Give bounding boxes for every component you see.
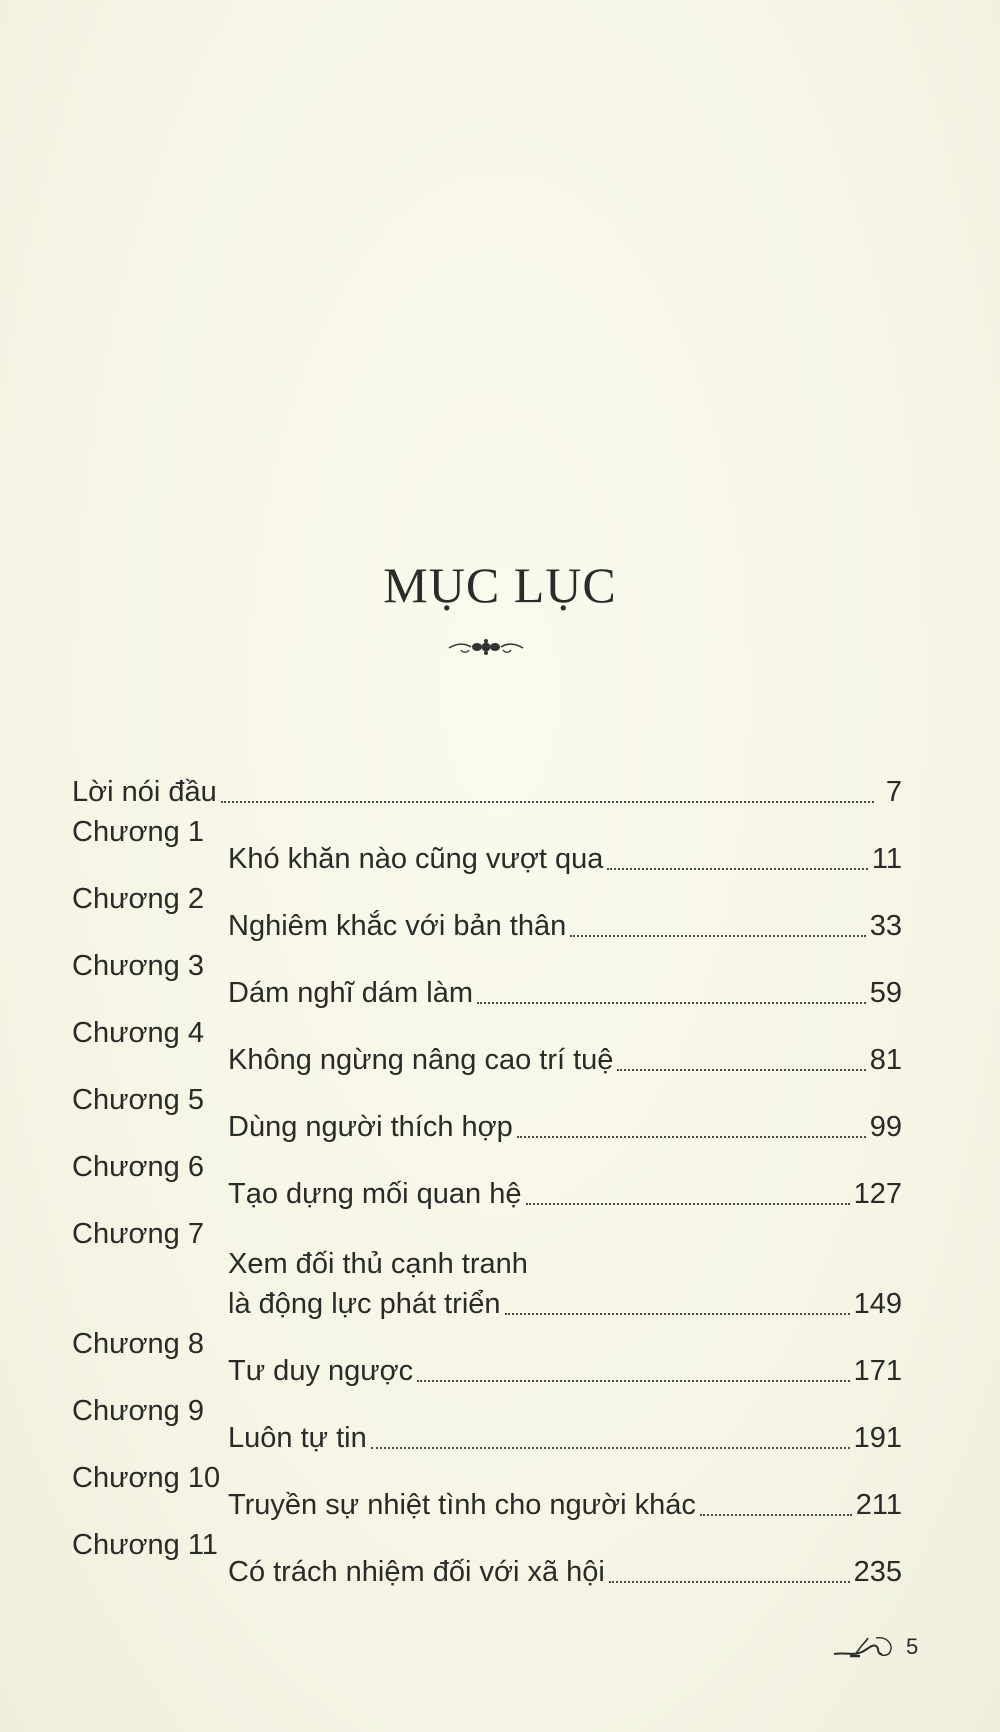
dot-leader	[417, 1380, 849, 1382]
dot-leader	[570, 935, 866, 937]
toc-entry-chapter-2[interactable]	[72, 879, 902, 946]
toc-entry-chapter-5[interactable]	[72, 1080, 902, 1147]
chapter-number: Chương 2	[72, 883, 204, 915]
chapter-number: Chương 7	[72, 1218, 204, 1250]
chapter-number: Chương 5	[72, 1084, 204, 1116]
toc-page-number: 191	[853, 1422, 902, 1454]
dot-leader	[517, 1136, 866, 1138]
page-title: MỤC LỤC	[383, 557, 617, 613]
chapter-number: Chương 1	[72, 816, 204, 848]
dot-leader	[617, 1069, 865, 1071]
ornament-divider-icon	[447, 637, 525, 657]
toc-entry-title: Tư duy ngược	[228, 1355, 414, 1387]
chapter-number: Chương 4	[72, 1017, 204, 1049]
chapter-number: Chương 3	[72, 950, 204, 982]
toc-entry-chapter-3[interactable]	[72, 946, 902, 1013]
toc-entry-chapter-10[interactable]	[72, 1458, 902, 1525]
toc-entry-title: Dùng người thích hợp	[228, 1111, 513, 1143]
toc-entry-chapter-8[interactable]	[72, 1324, 902, 1391]
toc-page-number: 11	[871, 843, 902, 875]
toc-page-number: 33	[869, 910, 902, 942]
toc-page-number: 235	[853, 1556, 902, 1588]
dot-leader	[477, 1002, 866, 1004]
chapter-number: Chương 6	[72, 1151, 204, 1183]
toc-entry-chapter-11[interactable]	[72, 1525, 902, 1592]
toc-entry-chapter-7[interactable]	[72, 1214, 902, 1324]
toc-entry-title: Dám nghĩ dám làm	[228, 977, 473, 1009]
chapter-number: Chương 10	[72, 1462, 221, 1494]
dot-leader	[607, 868, 867, 870]
dot-leader	[609, 1581, 850, 1583]
toc-entry-title: Lời nói đầu	[72, 776, 217, 808]
toc-page-number: 99	[869, 1111, 902, 1143]
toc-entry-chapter-6[interactable]	[72, 1147, 902, 1214]
toc-entry-title: Xem đối thủ cạnh tranh	[228, 1248, 528, 1280]
dot-leader	[700, 1514, 852, 1516]
toc-entry-title-continued: là động lực phát triển	[228, 1288, 501, 1320]
toc-page-number: 81	[869, 1044, 902, 1076]
toc-entry-chapter-9[interactable]	[72, 1391, 902, 1458]
toc-entry-title: Nghiêm khắc với bản thân	[228, 910, 567, 942]
chapter-number: Chương 9	[72, 1395, 204, 1427]
toc-page-number: 7	[885, 776, 902, 808]
toc-entry-title: Khó khăn nào cũng vượt qua	[228, 843, 604, 875]
dot-leader	[371, 1447, 850, 1449]
dot-leader	[526, 1203, 850, 1205]
toc-entry-title: Luôn tự tin	[228, 1422, 367, 1454]
chapter-number: Chương 11	[72, 1529, 218, 1561]
toc-entry-title: Truyền sự nhiệt tình cho người khác	[228, 1489, 696, 1521]
toc-entry-chapter-1[interactable]	[72, 812, 902, 879]
toc-entry-chapter-4[interactable]	[72, 1013, 902, 1080]
toc-entry-title: Có trách nhiệm đối với xã hội	[228, 1556, 605, 1588]
toc-page-number: 149	[853, 1288, 902, 1320]
toc-page-number: 211	[855, 1489, 902, 1521]
table-of-contents	[72, 745, 902, 1592]
dot-leader	[505, 1313, 850, 1315]
chapter-number: Chương 8	[72, 1328, 204, 1360]
toc-entry-preface[interactable]	[72, 745, 902, 812]
decorative-flourish-icon	[832, 1632, 896, 1662]
page-number: 5	[906, 1634, 919, 1659]
toc-entry-title: Tạo dựng mối quan hệ	[228, 1178, 522, 1210]
toc-entry-title: Không ngừng nâng cao trí tuệ	[228, 1044, 614, 1076]
dot-leader	[221, 801, 874, 803]
toc-page-number: 171	[853, 1355, 902, 1387]
toc-page-number: 127	[853, 1178, 902, 1210]
toc-page-number: 59	[869, 977, 902, 1009]
